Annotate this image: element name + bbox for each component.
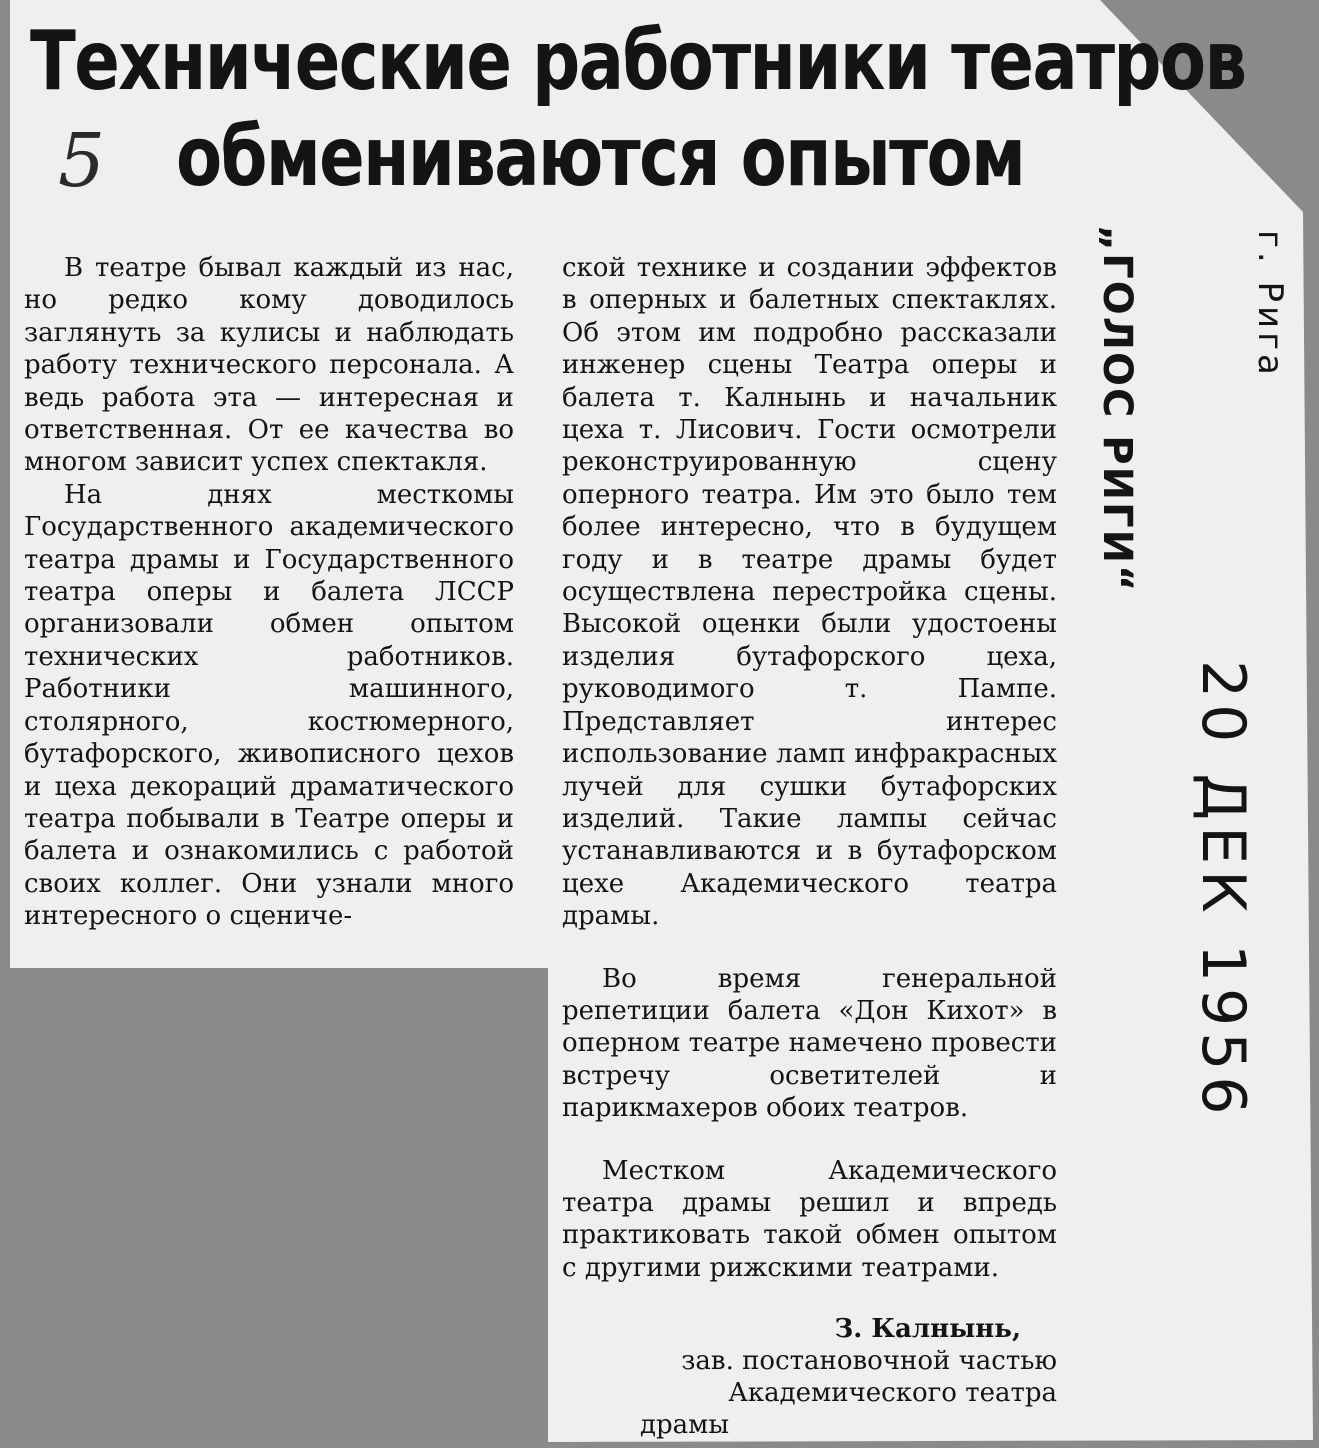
author-title-line-1: зав. постановочной частью <box>681 1346 1057 1376</box>
city-stamp: г. Рига <box>1250 230 1290 379</box>
author-name: З. Калнынь, <box>834 1314 1021 1344</box>
author-signature <box>562 1313 1057 1441</box>
paragraph-continued: ской технике и создании эффектов в оперных и балетных спектаклях. Об этом им подробно рассказали инженер сцены Театра оперы и балета т. Калнынь и начальник цеха т. Лисович. Гости осмотрели реконструированную сцену оперного театра. Им это было тем более интересно, что в будущем году и в театре драмы будет осуществлена перестройка сцены. Высокой оценки были удостоены изделия бутафорского цеха, руководимого т. Пампе. Представляет интерес использование ламп инфракрасных лучей для сушки бутафорских изделий. Такие лампы сейчас устанавливаются и в бутафорском цехе Академического театра драмы. <box>562 253 1057 932</box>
paragraph: Местком Академического театра драмы решил и впредь практиковать такой обмен опытом с другими рижскими театрами. <box>562 1155 1057 1283</box>
author-title-line-2: Академического театра <box>728 1378 1057 1408</box>
date-stamp: 20 ДЕК 1956 <box>1188 660 1258 1121</box>
paragraph: На днях месткомы Государственного академического театра драмы и Государственного театра оперы и балета ЛССР организовали обмен опытом технических работников. Работники машинного, столярного, костюмерного, бутафорского, живописного цехов и цеха декораций драматического театра побывали в Театре оперы и балета и ознакомились с работой своих коллег. Они узнали много интересного о сцениче- <box>24 479 514 932</box>
paragraph: Во время генеральной репетиции балета «Дон Кихот» в оперном театре намечено провести встречу осветителей и парикмахеров обоих театров. <box>562 963 1057 1124</box>
author-title-line-3: драмы <box>640 1410 730 1440</box>
handwritten-number: 5 <box>58 118 106 204</box>
headline <box>30 14 1246 206</box>
headline-line-1: Технические работники театров <box>30 14 1246 109</box>
article-column-right <box>562 252 1057 1284</box>
article-column-left <box>24 252 514 933</box>
paragraph: В театре бывал каждый из нас, но редко кому доводилось заглянуть за кулисы и наблюдать работу технического персонала. А ведь работа эта — интересная и ответственная. От ее качества во многом зависит успех спектакля. <box>24 253 514 478</box>
headline-line-2: обмениваются опытом <box>175 110 1025 205</box>
newspaper-stamp: „ГОЛОС РИГИ“ <box>1094 225 1140 594</box>
